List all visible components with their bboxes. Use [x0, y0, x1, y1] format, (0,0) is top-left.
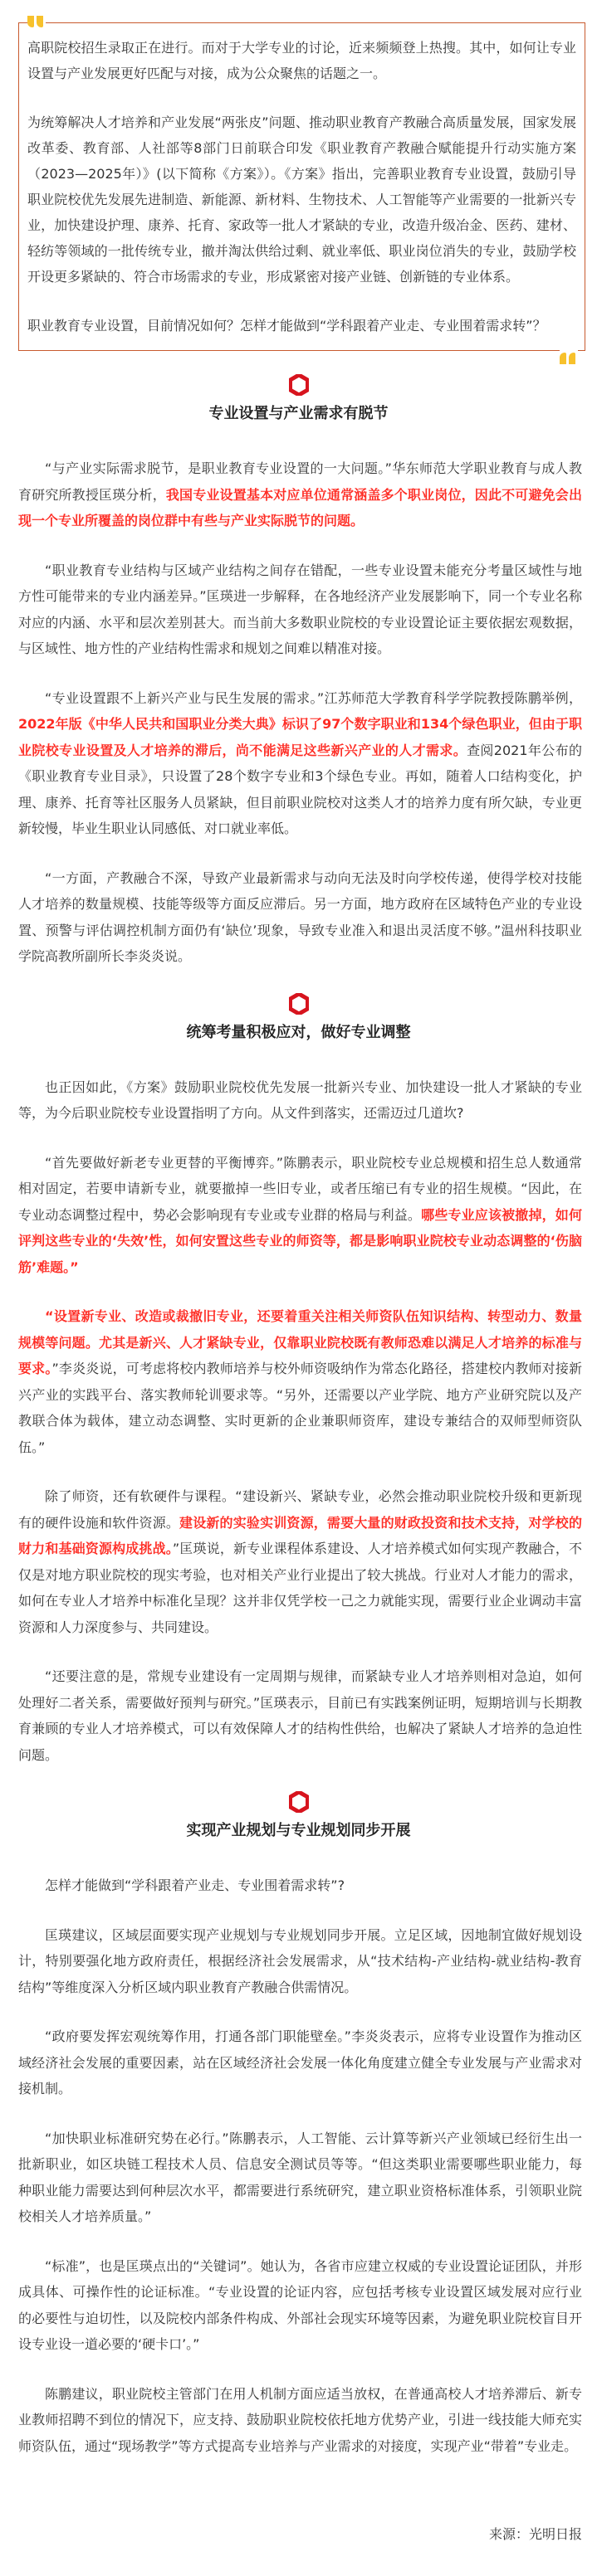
highlighted-text: 建设新的实验实训资源，需要大量的财政投资和技术支持，对学校的财力和基础资源构成挑战。	[18, 1514, 582, 1556]
body-paragraph	[18, 1663, 582, 1768]
hexagon-icon	[289, 993, 309, 1015]
body-paragraph	[18, 1872, 582, 1899]
body-paragraph	[18, 1074, 582, 1127]
section-body	[0, 455, 597, 970]
article	[0, 22, 597, 2576]
body-paragraph	[18, 1922, 582, 2001]
intro-paragraph: 职业教育专业设置，目前情况如何？怎样才能做到“学科跟着产业走、专业围着需求转”？	[27, 318, 546, 334]
section-title: 专业设置与产业需求有脱节	[208, 405, 389, 422]
body-paragraph	[18, 1483, 582, 1640]
paragraph-text: “与产业实际需求脱节，是职业教育专业设置的一大问题。”华东师范大学职业教育与成人教育研究所教授匡瑛分析，	[18, 460, 582, 503]
open-quote-icon	[27, 10, 46, 23]
close-quote-icon	[560, 347, 578, 360]
highlighted-text: 我国专业设置基本对应单位通常涵盖多个职业岗位，因此不可避免会出现一个专业所覆盖的岗位群中有些与产业实际脱节的问题。	[18, 486, 582, 528]
paragraph-text: “政府要发挥宏观统筹作用，打通各部门职能壁垒。”李炎炎表示，应将专业设置作为推动区域经济社会发展的重要因素，站在区域经济社会发展一体化角度建立健全专业发展与产业需求对接机制。	[18, 2028, 582, 2096]
intro-paragraph: 高职院校招生录取正在进行。而对于大学专业的讨论，近来频频登上热搜。其中，如何让专业设置与产业发展更好匹配与对接，成为公众聚焦的话题之一。	[27, 40, 576, 81]
paragraph-text: 查阅2021年公布的《职业教育专业目录》，只设置了28个数字专业和3个绿色专业。再如，随着人口结构变化，护理、康养、托育等社区服务人员紧缺，但目前职业院校对这类人才的培养力度有所欠缺，专业更新较慢，毕业生职业认同感低、对口就业率低。	[18, 742, 582, 836]
paragraph-text: “首先要做好新老专业更替的平衡博弈。”陈鹏表示，职业院校专业总规模和招生总人数通常相对固定，若要申请新专业，就要撤掉一些旧专业，或者压缩已有专业的招生规模。“因此，在专业动态调整过程中，势必会影响现有专业或专业群的格局与利益。	[18, 1154, 582, 1223]
intro-paragraph: 为统筹解决人才培养和产业发展“两张皮”问题、推动职业教育产教融合高质量发展，国家发展改革委、教育部、人社部等8部门日前联合印发《职业教育产教融合赋能提升行动实施方案（2023—2025年）》(以下简称《方案》）。《方案》指出，完善职业教育专业设置，鼓励引导职业院校优先发展先进制造、新能源、新材料、生物技术、人工智能等产业需要的一批新兴专业，加快建设护理、康养、托育、家政等一批人才紧缺的专业，改造升级冶金、医药、建材、轻纺等领域的一批传统专业，撤并淘汰供给过剩、就业率低、职业岗位消失的专业，鼓励学校开设更多紧缺的、符合市场需求的专业，形成紧密对接产业链、创新链的专业体系。	[27, 114, 576, 285]
body-paragraph	[18, 1150, 582, 1281]
body-paragraph	[18, 558, 582, 662]
section-title: 实现产业规划与专业规划同步开展	[186, 1822, 411, 1839]
section-header	[0, 1791, 597, 1843]
body-paragraph	[18, 865, 582, 970]
paragraph-text: 怎样才能做到“学科跟着产业走、专业围着需求转”?	[45, 1877, 345, 1893]
section-header	[0, 374, 597, 426]
paragraph-text: “加快职业标准研究势在必行。”陈鹏表示，人工智能、云计算等新兴产业领域已经衍生出一批新职业，如区块链工程技术人员、信息安全测试员等等。“但这类职业需要哪些职业能力，每种职业能力需要达到何种层次水平，都需要进行系统研究，建立职业资格标准体系，引领职业院校相关人才培养质量。”	[18, 2130, 582, 2224]
article-sections	[0, 374, 597, 2459]
body-paragraph	[18, 2253, 582, 2358]
section-body	[0, 1872, 597, 2459]
hexagon-icon	[289, 1791, 309, 1813]
body-paragraph	[18, 685, 582, 842]
section-title: 统筹考量积极应对，做好专业调整	[186, 1023, 411, 1041]
paragraph-text: “标准”，也是匡瑛点出的“关键词”。她认为，各省市应建立权威的专业设置论证团队，并形成具体、可操作性的论证标准。“专业设置的论证内容，应包括考核专业设置区域发展对应行业的必要性与迫切性，以及院校内部条件构成、外部社会现实环境等因素，为避免职业院校盲目开设专业设一道必要的‘硬卡口’。”	[18, 2257, 582, 2352]
body-paragraph	[18, 455, 582, 534]
highlighted-text: 2022年版《中华人民共和国职业分类大典》标识了97个数字职业和134个绿色职业，但由于职业院校专业设置及人才培养的滞后，尚不能满足这些新兴产业的人才需求。	[18, 716, 582, 758]
body-paragraph	[18, 2023, 582, 2102]
section-header	[0, 993, 597, 1045]
paragraph-text: 陈鹏建议，职业院校主管部门在用人机制方面应适当放权，在普通高校人才培养滞后、新专业教师招聘不到位的情况下，应支持、鼓励职业院校依托地方优势产业，引进一线技能大师充实师资队伍，通过“现场教学”等方式提高专业培养与产业需求的对接度，实现产业“带着”专业走。	[18, 2385, 582, 2454]
intro-quote-box	[18, 22, 585, 351]
paragraph-text: ”匡瑛说，新专业课程体系建设、人才培养模式如何实现产教融合，不仅是对地方职业院校的现实考验，也对相关产业行业提出了较大挑战。行业对人才能力的需求，如何在专业人才培养中标准化呈现？这并非仅凭学校一己之力就能实现，需要行业企业调动丰富资源和人力深度参与、共同建设。	[18, 1541, 582, 1635]
hexagon-icon	[289, 374, 309, 396]
paragraph-text: 也正因如此，《方案》鼓励职业院校优先发展一批新兴专业、加快建设一批人才紧缺的专业等，为今后职业院校专业设置指明了方向。从文件到落实，还需迈过几道坎?	[18, 1079, 582, 1121]
body-paragraph	[18, 1303, 582, 1460]
highlighted-text: “设置新专业、改造或裁撤旧专业，还要着重关注相关师资队伍知识结构、转型动力、数量规模等问题。尤其是新兴、人才紧缺专业，仅靠职业院校既有教师恐难以满足人才培养的标准与要求。	[18, 1308, 582, 1376]
body-paragraph	[18, 2381, 582, 2460]
highlighted-text: 哪些专业应该被撤掉，如何评判这些专业的‘失效’性，如何安置这些专业的师资等，都是影响职业院校专业动态调整的‘伤脑筋’难题。”	[18, 1206, 582, 1275]
section-body	[0, 1074, 597, 1769]
paragraph-text: 除了师资，还有软硬件与课程。“建设新兴、紧缺专业，必然会推动职业院校升级和更新现有的硬件设施和软件资源。	[18, 1488, 582, 1531]
paragraph-text: “职业教育专业结构与区域产业结构之间存在错配，一些专业设置未能充分考量区域性与地方性可能带来的专业内涵差异。”匡瑛进一步解释，在各地经济产业发展影响下，同一个专业名称对应的内涵、水平和层次差别甚大。而当前大多数职业院校的专业设置论证主要依据宏观数据，与区域性、地方性的产业结构性需求和规划之间难以精准对接。	[18, 562, 582, 656]
paragraph-text: 匡瑛建议，区域层面要实现产业规划与专业规划同步开展。立足区域，因地制宜做好规划设计，特别要强化地方政府责任，根据经济社会发展需求，从“技术结构-产业结构-就业结构-教育结构”等维度深入分析区域内职业教育产教融合供需情况。	[18, 1926, 582, 1995]
body-paragraph	[18, 2126, 582, 2230]
article-source: 来源：光明日报	[488, 2526, 582, 2542]
paragraph-text: “一方面，产教融合不深，导致产业最新需求与动向无法及时向学校传递，使得学校对技能人才培养的数量规模、技能等级等方面反应滞后。另一方面，地方政府在区域特色产业的专业设置、预警与评估调控机制方面仍有‘缺位’现象，导致专业准入和退出灵活度不够。”温州科技职业学院高教所副所长李炎炎说。	[18, 869, 582, 964]
paragraph-text: ”李炎炎说，可考虑将校内教师培养与校外师资吸纳作为常态化路径，搭建校内教师对接新兴产业的实践平台、落实教师轮训要求等。“另外，还需要以产业学院、地方产业研究院以及产教联合体为载体，建立动态调整、实时更新的企业兼职师资库，建设专兼结合的双师型师资队伍。”	[18, 1361, 582, 1455]
paragraph-text: “专业设置跟不上新兴产业与民生发展的需求。”江苏师范大学教育科学学院教授陈鹏举例，	[45, 689, 582, 706]
paragraph-text: “还要注意的是，常规专业建设有一定周期与规律，而紧缺专业人才培养则相对急迫，如何处理好二者关系，需要做好预判与研究。”匡瑛表示，目前已有实践案例证明，短期培训与长期教育兼顾的专业人才培养模式，可以有效保障人才的结构性供给，也解决了紧缺人才培养的急迫性问题。	[18, 1668, 582, 1763]
